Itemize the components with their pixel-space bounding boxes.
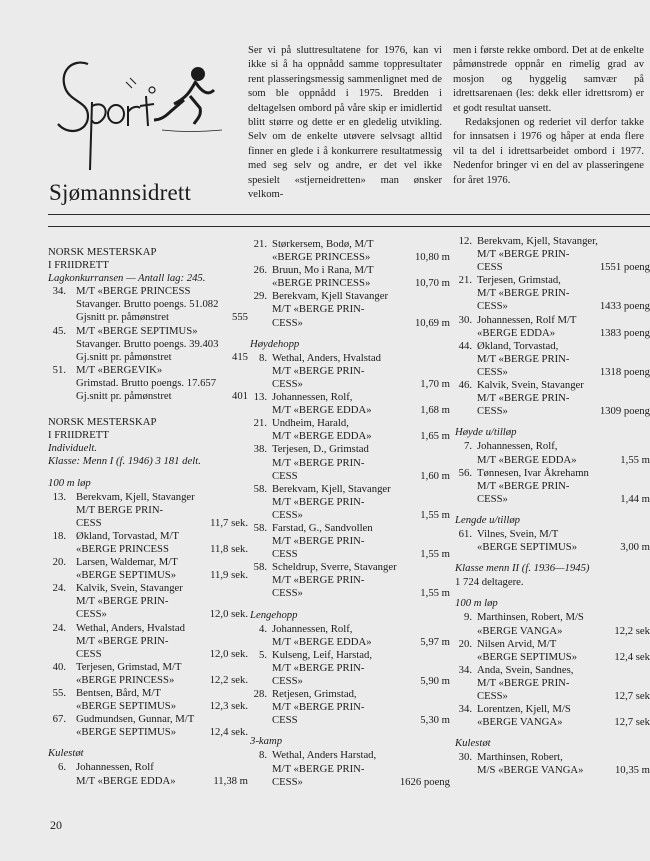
entry-line: Terjesen, D., Grimstad [272,443,369,456]
entry-line: «BERGE PRINCESS [76,542,169,555]
result-value: 1383 poeng [599,326,650,339]
placement-number: 20. [458,637,472,650]
entry-line: CESS» [477,300,508,313]
placement-number: 13. [52,490,66,503]
result-entry [250,483,450,522]
placement-number: 4. [258,622,267,635]
entry-line: Johannessen, Rolf, [272,622,353,635]
placement-number: 34. [52,285,66,298]
result-value: 1,55 m [620,453,650,466]
entry-line: M/T «BERGE PRIN- [76,595,169,608]
result-value: 1,65 m [420,430,450,443]
result-entry [455,274,650,313]
placement-number: 8. [258,749,267,762]
result-entry [48,582,248,621]
section-title: Sjømannsidrett [49,180,192,205]
entry-line: Økland, Torvastad, [477,339,559,352]
result-entry [48,687,248,713]
result-entry [250,522,450,561]
placement-number: 5. [258,648,267,661]
intro-paragraph: Redaksjonen og rederiet vil derfor takke for innsatsen i 1976 og håper at enda flere vil ta del i idrettsarbeidet ombord i 1977. Nedenfor bringer vi en del av plasseringene for året 1976. [453,117,644,186]
event-heading: Lengehopp [250,608,298,621]
result-entry [250,391,450,417]
entry-line: CESS [272,714,298,727]
result-value: 12,7 sek [614,690,650,702]
placement-number: 34. [458,663,472,676]
heading: NORSK MESTERSKAP [48,246,157,258]
result-value: 1626 poeng [399,775,450,788]
intro-column-2 [453,44,644,188]
result-value: 1,60 m [420,469,450,482]
event-heading: 3-kamp [250,735,283,748]
result-value: 12,0 sek. [209,647,248,660]
event-heading: 100 m løp [455,597,498,610]
entry-line: CESS» [272,587,303,600]
entry-line: Gudmundsen, Gunnar, M/T [76,713,195,726]
entry-line: Terjesen, Grimstad, [477,274,561,287]
entry-line: «BERGE VANGA» [477,624,563,637]
placement-number: 38. [253,443,267,456]
entry-line: «BERGE VANGA» [477,716,563,729]
result-value: 10,35 m [614,764,650,777]
result-value: 12,7 sek [614,716,650,729]
entry-line: «BERGE PRINCESS» [272,251,371,264]
result-value: 401 [231,390,248,403]
placement-number: 21. [253,238,267,250]
entry-line: «BERGE SEPTIMUS» [477,541,578,554]
event-heading: Høydehopp [250,337,300,350]
placement-number: 44. [458,339,472,352]
entry-line: M/T «BERGE PRIN- [272,661,365,674]
event-heading: Kulestøt [48,747,84,760]
entry-line: Størkersem, Bodø, M/T [272,238,374,250]
entry-line: M/T «BERGE PRIN- [76,634,169,647]
placement-number: 12. [458,235,472,247]
result-value: 1,55 m [420,508,450,521]
entry-line: CESS» [76,608,107,621]
result-value: 10,69 m [414,316,450,329]
entry-line: «BERGE EDDA» [477,326,556,339]
entry-line: M/T «BERGE EDDA» [272,635,372,648]
page-number: 20 [50,818,62,832]
result-entry [250,264,450,290]
result-entry [250,443,450,482]
placement-number: 51. [52,363,66,376]
result-value: 11,9 sek. [210,569,248,582]
divider [48,226,650,227]
entry-line: «BERGE PRINCESS» [76,673,175,686]
entry-line: CESS» [477,405,508,418]
entry-line: M/T «BERGE EDDA» [477,453,577,466]
result-value: 1433 poeng [599,300,650,313]
entry-line: Stavanger. Brutto poengs. 51.082 [76,298,219,311]
entry-line: CESS» [272,377,303,390]
result-entry [48,491,248,530]
result-value: 11,7 sek. [210,516,248,529]
placement-number: 67. [52,713,66,726]
result-entry [250,238,450,264]
entry-line: M/T «BERGE PRIN- [272,535,365,548]
entry-line: Wethal, Anders, Hvalstad [76,621,185,634]
result-entry [455,379,650,418]
entry-line: Berekvam, Kjell Stavanger [272,290,389,303]
entry-line: CESS» [477,690,508,702]
entry-line: Kulseng, Leif, Harstad, [272,648,373,661]
event-heading: Kulestøt [455,737,491,750]
result-value: 1,70 m [420,377,450,390]
entry-line: M/T «BERGE SEPTIMUS» [76,324,198,337]
entry-line: Undheim, Harald, [272,417,349,430]
entry-line: Økland, Torvastad, M/T [76,529,179,542]
result-entry [48,285,248,324]
placement-number: 46. [458,379,472,392]
intro-paragraph: Ser vi på sluttresultatene for 1976, kan vi ikke si å ha oppnådd samme toppresultater rent plasseringsmessig sammenlignet med de som ble oppnådd i 1975. Bredden i deltagelsen ombord på våre skip er imidlertid blitt større og dette er en gledelig utvikling. Selv om de enkelte utøvere selvsagt alltid finner en glede i å konkurrere resultatmessig med seg selv og andre, er det vel ikke spesielt «stjerneidretten» man ønsker velkom- [248,45,442,201]
entry-line: M/T «BERGE PRIN- [272,495,365,508]
entry-line: Grimstad. Brutto poengs. 17.657 [76,376,217,389]
entry-line: Gjsnitt pr. påmønstret [76,311,169,324]
entry-line: M/T «BERGE PRIN- [272,456,365,469]
result-value: 5,90 m [420,675,450,687]
result-entry [48,556,248,582]
result-value: 5,30 m [420,714,450,727]
result-entry [250,749,450,788]
result-value: 1309 poeng [599,405,650,418]
placement-number: 18. [52,529,66,542]
entry-line: M/T «BERGE EDDA» [272,430,372,443]
entry-line: Kalvik, Svein, Stavanger [76,582,183,595]
entry-line: M/T «BERGE PRIN- [477,676,570,689]
sport-logo [50,50,230,170]
result-value: 1,68 m [420,404,450,417]
intro-column-1 [248,44,442,202]
entry-line: CESS [272,469,298,482]
result-value: 10,80 m [414,251,450,264]
entry-line: M/T «BERGE PRIN- [272,364,365,377]
entry-line: M/T «BERGE EDDA» [76,774,176,787]
placement-number: 9. [463,611,472,624]
entry-line: Larsen, Waldemar, M/T [76,556,178,569]
entry-line: Retjesen, Grimstad, [272,688,357,701]
entry-line: Scheldrup, Sverre, Stavanger [272,561,397,574]
result-value: 1551 poeng [599,261,650,274]
result-entry [250,417,450,443]
entry-line: Bruun, Mo i Rana, M/T [272,264,374,277]
entry-line: «BERGE SEPTIMUS» [76,700,177,713]
event-heading: Lengde u/tilløp [455,513,521,526]
entry-line: Johannessen, Rolf M/T [477,313,577,326]
entry-line: M/S «BERGE VANGA» [477,764,584,777]
entry-line: CESS» [477,492,508,505]
result-entry [455,340,650,379]
entry-line: Berekvam, Kjell, Stavanger [272,482,391,495]
result-value: 12,4 sek [614,650,650,663]
results-column-1 [48,246,248,788]
subheading: Individuelt. [48,442,97,455]
result-entry [455,440,650,466]
entry-line: Tønnesen, Ivar Åkrehamn [477,466,589,479]
entry-line: «BERGE SEPTIMUS» [477,650,578,663]
result-entry [250,623,450,649]
entry-line: Bentsen, Bård, M/T [76,687,161,699]
subheading: Klasse: Menn I (f. 1946) 3 181 delt. [48,455,201,468]
result-entry [455,528,650,554]
placement-number: 58. [253,521,267,534]
entry-line: CESS» [272,508,303,521]
result-entry [250,561,450,600]
entry-line: Marthinsen, Robert, M/S [477,611,584,624]
result-value: 12,2 sek [614,624,650,637]
result-value: 12,3 sek. [209,700,248,713]
heading: I FRIIDRETT [48,429,109,442]
entry-line: Terjesen, Grimstad, M/T [76,660,182,673]
result-entry [48,325,248,364]
result-entry [455,638,650,664]
placement-number: 30. [458,313,472,326]
placement-number: 8. [258,351,267,364]
result-value: 12,4 sek. [209,726,248,739]
placement-number: 24. [52,621,66,634]
entry-line: Gj.snitt pr. påmønstret [76,350,172,363]
result-entry [455,467,650,506]
event-heading: Høyde u/tilløp [455,426,517,439]
result-value: 1,55 m [420,587,450,600]
entry-line: M/T «BERGE PRIN- [477,479,570,492]
result-value: 10,70 m [414,277,450,290]
result-value: 5,97 m [420,635,450,648]
result-entry [48,661,248,687]
heading: I FRIIDRETT [48,259,109,272]
entry-line: Kalvik, Svein, Stavanger [477,379,584,392]
entry-line: CESS [76,516,102,529]
placement-number: 55. [52,687,66,699]
entry-line: Johannessen, Rolf, [477,440,558,453]
placement-number: 30. [458,751,472,764]
entry-line: CESS [477,261,503,274]
entry-line: Lorentzen, Kjell, M/S [477,703,571,716]
entry-line: «BERGE SEPTIMUS» [76,569,177,582]
entry-line: Wethal, Anders, Hvalstad [272,351,381,364]
entry-line: M/T «BERGEVIK» [76,363,163,376]
placement-number: 61. [458,527,472,540]
result-entry [455,751,650,777]
entry-line: M/T «BERGE PRIN- [477,392,570,405]
participant-count: 1 724 deltagere. [455,576,524,589]
placement-number: 28. [253,688,267,701]
entry-line: Stavanger. Brutto poengs. 39.403 [76,337,219,350]
placement-number: 40. [52,660,66,673]
result-entry [455,611,650,637]
result-entry [250,290,450,329]
result-value: 555 [231,311,248,324]
entry-line: CESS [272,548,298,561]
entry-line: Vilnes, Svein, M/T [477,527,559,540]
result-value: 1318 poeng [599,365,650,378]
result-entry [250,688,450,727]
result-value: 12,2 sek. [209,673,248,686]
result-entry [455,664,650,703]
entry-line: CESS [76,647,102,660]
entry-line: CESS» [272,675,303,687]
result-entry [455,314,650,340]
results-column-3 [455,235,650,778]
entry-line: Gj.snitt pr. påmønstret [76,390,172,403]
result-entry [48,622,248,661]
placement-number: 34. [458,703,472,716]
result-value: 1,44 m [620,492,650,505]
intro-paragraph: men i første rekke ombord. Det at de enkelte påmønstrede oppnår en rimelig grad av mosjon og hyggelig samvær på idrettsarenaen (les: dekk eller idrettsrom) er et godt resultat uansett. [453,45,644,114]
entry-line: Anda, Svein, Sandnes, [477,663,574,676]
result-entry [48,761,248,787]
placement-number: 58. [253,561,267,574]
heading: NORSK MESTERSKAP [48,416,157,429]
entry-line: CESS» [272,775,303,788]
entry-line: Marthinsen, Robert, [477,751,563,764]
placement-number: 29. [253,290,267,303]
result-value: 3,00 m [620,541,650,554]
result-entry [250,649,450,688]
entry-line: Johannessen, Rolf [76,761,154,774]
result-value: 415 [231,350,248,363]
entry-line: Berekvam, Kjell, Stavanger, [477,235,598,247]
result-value: 1,55 m [420,548,450,561]
entry-line: M/T «BERGE PRIN- [272,303,365,316]
result-value: 11,8 sek. [210,542,248,555]
result-entry [455,235,650,274]
result-entry [48,713,248,739]
placement-number: 26. [253,264,267,277]
result-value: 12,0 sek. [209,608,248,621]
entry-line: M/T «BERGE PRIN- [272,574,365,587]
result-entry [48,530,248,556]
entry-line: CESS» [272,316,303,329]
placement-number: 45. [52,324,66,337]
placement-number: 56. [458,466,472,479]
result-value: 11,38 m [213,774,248,787]
entry-line: M/T «BERGE PRINCESS [76,285,191,298]
placement-number: 21. [458,274,472,287]
result-entry [48,364,248,403]
divider [48,214,650,215]
placement-number: 58. [253,482,267,495]
result-entry [250,352,450,391]
entry-line: M/T BERGE PRIN- [76,503,164,516]
entry-line: Wethal, Anders Harstad, [272,749,377,762]
entry-line: Farstad, G., Sandvollen [272,521,373,534]
results-column-2 [250,238,450,789]
entry-line: M/T «BERGE PRIN- [477,352,570,365]
event-heading: 100 m løp [48,476,91,489]
entry-line: «BERGE SEPTIMUS» [76,726,177,739]
entry-line: CESS» [477,365,508,378]
entry-line: M/T «BERGE PRIN- [477,287,570,300]
placement-number: 7. [463,440,472,453]
entry-line: M/T «BERGE PRIN- [272,762,365,775]
entry-line: Nilsen Arvid, M/T [477,637,557,650]
placement-number: 24. [52,582,66,595]
entry-line: M/T «BERGE PRIN- [272,701,365,714]
placement-number: 20. [52,556,66,569]
entry-line: Berekvam, Kjell, Stavanger [76,490,195,503]
subheading: Lagkonkurransen — Antall lag: 245. [48,272,206,285]
class-heading: Klasse menn II (f. 1936—1945) [455,562,590,575]
entry-line: Johannessen, Rolf, [272,391,353,404]
entry-line: «BERGE PRINCESS» [272,277,371,290]
placement-number: 21. [253,417,267,430]
placement-number: 13. [253,391,267,404]
entry-line: M/T «BERGE EDDA» [272,404,372,417]
result-entry [455,703,650,729]
entry-line: M/T «BERGE PRIN- [477,248,570,261]
placement-number: 6. [57,761,66,774]
